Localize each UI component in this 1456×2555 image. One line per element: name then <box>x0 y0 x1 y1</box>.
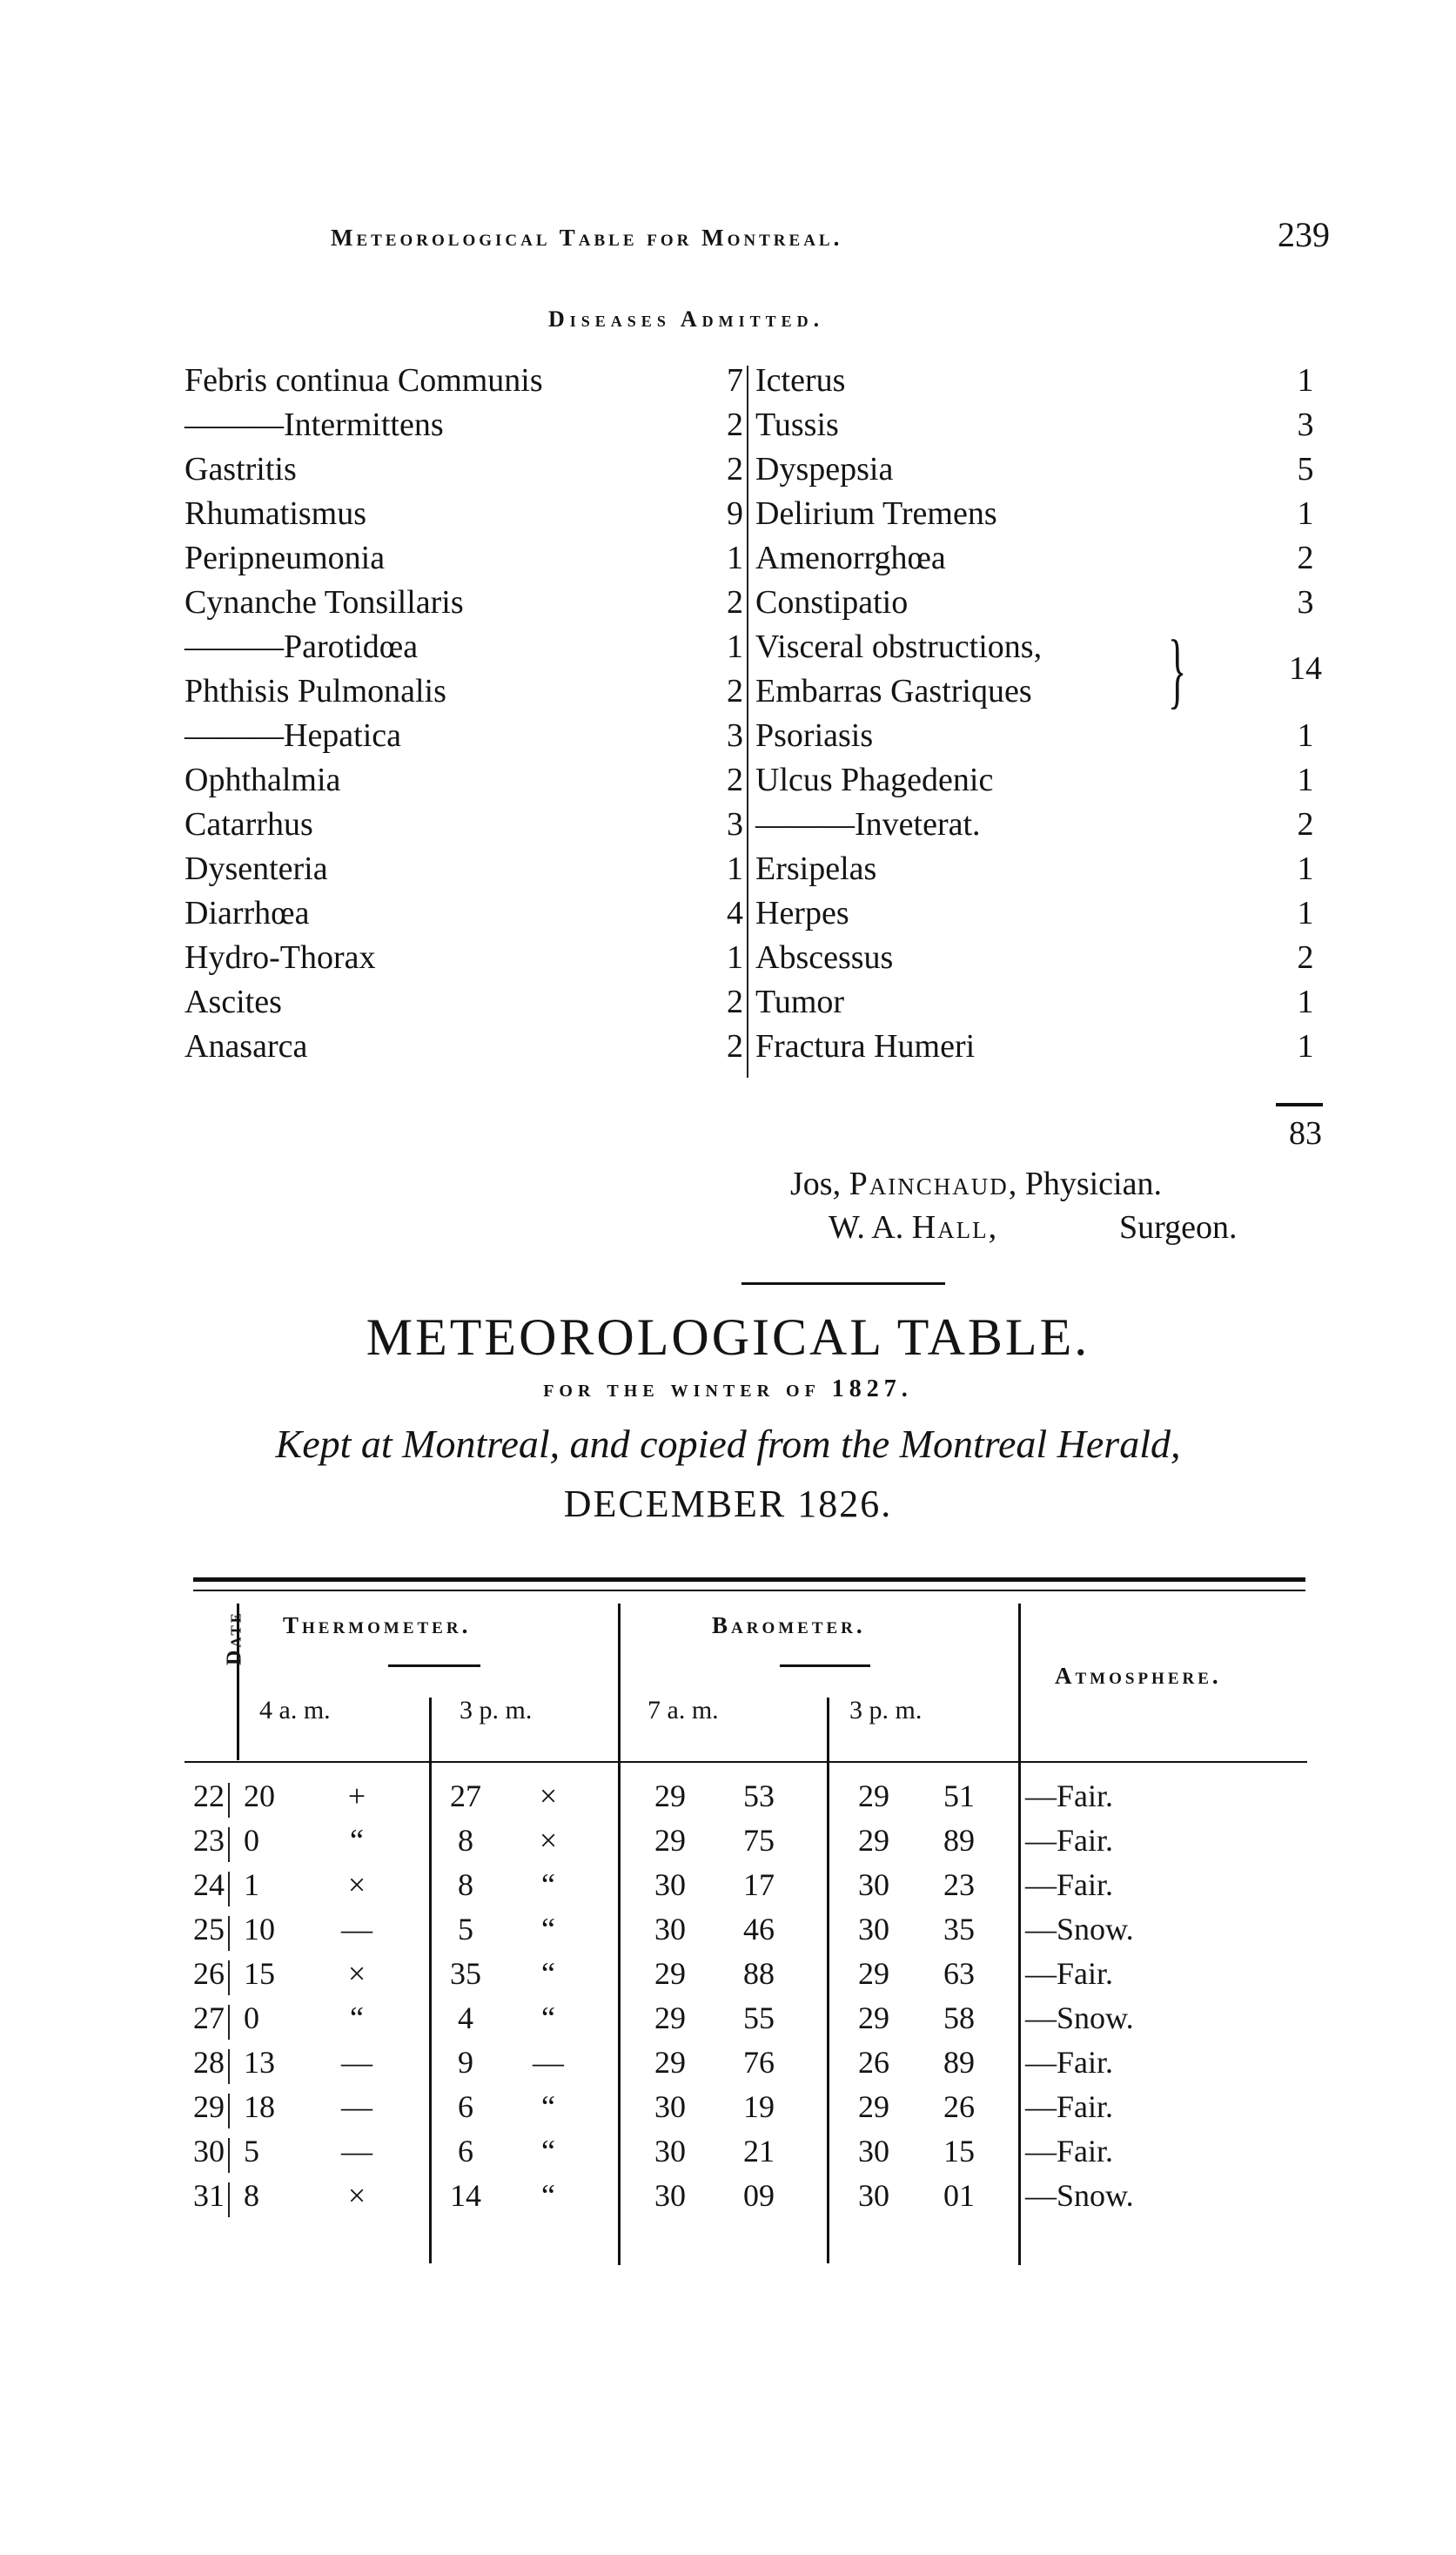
sig1-suffix: , Physician. <box>1008 1166 1162 1202</box>
cell-date: 22 <box>193 1778 225 1813</box>
cell-b-am: 29 <box>654 1778 686 1813</box>
total-rule <box>1276 1103 1323 1106</box>
cell-b-pm: 29 <box>858 1823 889 1858</box>
diseases-left-names <box>185 359 543 1069</box>
disease-name: ———Intermittens <box>185 407 444 443</box>
disease-name: Ascites <box>185 984 282 1020</box>
sig2-prefix: W. A. <box>829 1209 912 1246</box>
disease-count: 3 <box>1297 584 1314 621</box>
date-divider <box>228 2049 230 2084</box>
disease-count: 1 <box>1297 762 1314 798</box>
cell-m-pm: “ <box>541 2178 555 2213</box>
cell-b-pm2: 01 <box>943 2178 975 2213</box>
cell-t-am: 10 <box>244 1912 275 1947</box>
disease-name: Phthisis Pulmonalis <box>185 673 446 709</box>
met-table-body <box>0 1778 1456 2265</box>
disease-name: Dysenteria <box>185 851 328 887</box>
cell-t-pm: 8 <box>458 1867 473 1902</box>
disease-count: 1 <box>727 851 743 887</box>
cell-t-am: 0 <box>244 2000 259 2035</box>
disease-count: 1 <box>727 629 743 665</box>
disease-name: Herpes <box>755 895 849 931</box>
date-divider <box>228 1960 230 1995</box>
disease-name: Catarrhus <box>185 806 313 843</box>
cell-b-pm2: 63 <box>943 1956 975 1991</box>
header-thermo-pm: 3 p. m. <box>460 1696 533 1725</box>
disease-count: 1 <box>1297 1028 1314 1065</box>
cell-date: 31 <box>193 2178 225 2213</box>
disease-count: 1 <box>1297 895 1314 931</box>
cell-m-pm: “ <box>541 2134 555 2168</box>
met-table-title: METEOROLOGICAL TABLE. <box>366 1308 1090 1366</box>
cell-atm: —Snow. <box>1025 1912 1134 1947</box>
table-row <box>0 2088 1456 2132</box>
cell-b-am: 30 <box>654 1912 686 1947</box>
column-divider <box>747 366 748 1078</box>
table-row <box>0 1822 1456 1866</box>
disease-count: 1 <box>727 939 743 976</box>
disease-count: 2 <box>727 762 743 798</box>
disease-count: 1 <box>1297 495 1314 532</box>
section-separator <box>741 1282 945 1285</box>
cell-atm: —Fair. <box>1025 1956 1114 1991</box>
cell-b-am: 29 <box>654 1823 686 1858</box>
cell-b-am: 29 <box>654 2000 686 2035</box>
met-table-subtitle: for the winter of 1827. <box>543 1375 913 1402</box>
cell-atm: —Fair. <box>1025 2134 1114 2168</box>
header-baro-pm: 3 p. m. <box>849 1696 923 1725</box>
cell-m-am: “ <box>350 1823 364 1858</box>
disease-name: Psoriasis <box>755 717 874 754</box>
cell-m-am: + <box>347 1778 366 1813</box>
cell-b-pm2: 89 <box>943 1823 975 1858</box>
table-row <box>0 2044 1456 2088</box>
cell-b-pm2: 15 <box>943 2134 975 2168</box>
diseases-right-names <box>755 359 1042 1069</box>
diseases-title: Diseases Admitted. <box>548 306 825 332</box>
disease-name: Abscessus <box>755 939 894 976</box>
cell-atm: —Fair. <box>1025 2089 1114 2124</box>
cell-m-pm: “ <box>541 1956 555 1991</box>
cell-date: 24 <box>193 1867 225 1902</box>
date-divider <box>228 1827 230 1862</box>
cell-b-am2: 55 <box>743 2000 775 2035</box>
diseases-total: 83 <box>1289 1115 1322 1152</box>
date-divider <box>228 2182 230 2217</box>
cell-date: 28 <box>193 2045 225 2080</box>
cell-b-am2: 75 <box>743 1823 775 1858</box>
cell-m-am: × <box>347 1867 366 1902</box>
cell-b-pm2: 51 <box>943 1778 975 1813</box>
running-head: Meteorological Table for Montreal. <box>331 225 843 251</box>
cell-b-am2: 76 <box>743 2045 775 2080</box>
disease-count: 1 <box>1297 717 1314 754</box>
page-number: 239 <box>1278 215 1330 254</box>
date-divider <box>228 1783 230 1818</box>
disease-count: 5 <box>1297 451 1314 487</box>
cell-m-pm: × <box>539 1778 558 1813</box>
disease-name: Tumor <box>755 984 845 1020</box>
cell-t-am: 20 <box>244 1778 275 1813</box>
disease-count: 2 <box>727 673 743 709</box>
disease-name: Anasarca <box>185 1028 308 1065</box>
table-row <box>0 1866 1456 1910</box>
disease-count: 2 <box>727 984 743 1020</box>
disease-name: Febris continua Communis <box>185 362 543 399</box>
cell-b-am: 30 <box>654 1867 686 1902</box>
disease-count: 2 <box>1297 806 1314 843</box>
diseases-right-counts <box>1279 359 1332 1069</box>
disease-name: Visceral obstructions, <box>755 629 1043 665</box>
table-row <box>0 1955 1456 1999</box>
disease-name: Diarrhœa <box>185 895 310 931</box>
diseases-left-counts <box>717 359 743 1069</box>
cell-m-am: × <box>347 1956 366 1991</box>
cell-date: 29 <box>193 2089 225 2124</box>
disease-name: Constipatio <box>755 584 909 621</box>
disease-count: 2 <box>1297 540 1314 576</box>
cell-b-am2: 88 <box>743 1956 775 1991</box>
cell-m-pm: “ <box>541 2000 555 2035</box>
cell-atm: —Fair. <box>1025 1867 1114 1902</box>
disease-name: Ophthalmia <box>185 762 341 798</box>
date-divider <box>228 1872 230 1906</box>
header-atmosphere: Atmosphere. <box>1055 1663 1222 1689</box>
disease-name: Cynanche Tonsillaris <box>185 584 464 621</box>
disease-name: Icterus <box>755 362 846 399</box>
brace-icon: } <box>1168 623 1187 717</box>
cell-m-pm: — <box>533 2045 564 2080</box>
cell-atm: —Snow. <box>1025 2178 1134 2213</box>
cell-t-am: 1 <box>244 1867 259 1902</box>
cell-date: 30 <box>193 2134 225 2168</box>
cell-m-am: — <box>341 2045 372 2080</box>
cell-b-am2: 17 <box>743 1867 775 1902</box>
met-table-month: DECEMBER 1826. <box>563 1483 893 1525</box>
cell-b-pm: 30 <box>858 2178 889 2213</box>
cell-b-pm: 30 <box>858 1867 889 1902</box>
cell-b-am2: 19 <box>743 2089 775 2124</box>
signature-physician <box>790 1165 1162 1203</box>
cell-b-pm: 26 <box>858 2045 889 2080</box>
disease-name: ———Parotidœa <box>185 629 419 665</box>
disease-name: Embarras Gastriques <box>755 673 1032 709</box>
disease-name: Gastritis <box>185 451 297 487</box>
cell-atm: —Fair. <box>1025 2045 1114 2080</box>
cell-b-am: 29 <box>654 1956 686 1991</box>
cell-b-am2: 21 <box>743 2134 775 2168</box>
disease-count: 2 <box>727 1028 743 1065</box>
cell-t-pm: 5 <box>458 1912 473 1947</box>
thermo-sub-rule <box>388 1664 480 1667</box>
disease-name: Ersipelas <box>755 851 877 887</box>
sig1-prefix: Jos, <box>790 1166 849 1202</box>
cell-t-pm: 27 <box>450 1778 481 1813</box>
cell-b-am: 30 <box>654 2178 686 2213</box>
date-divider <box>228 2005 230 2040</box>
cell-atm: —Fair. <box>1025 1823 1114 1858</box>
cell-t-am: 15 <box>244 1956 275 1991</box>
signature-surgeon <box>829 1208 996 1247</box>
cell-b-pm: 30 <box>858 1912 889 1947</box>
date-divider <box>228 2094 230 2128</box>
cell-m-am: “ <box>350 2000 364 2035</box>
cell-t-am: 13 <box>244 2045 275 2080</box>
cell-date: 27 <box>193 2000 225 2035</box>
cell-t-pm: 4 <box>458 2000 473 2035</box>
table-row <box>0 2177 1456 2221</box>
cell-date: 25 <box>193 1912 225 1947</box>
baro-sub-rule <box>780 1664 870 1667</box>
date-divider <box>228 2138 230 2173</box>
disease-name: Fractura Humeri <box>755 1028 976 1065</box>
cell-m-pm: “ <box>541 1912 555 1947</box>
cell-t-pm: 9 <box>458 2045 473 2080</box>
date-divider <box>228 1916 230 1951</box>
table-row <box>0 2000 1456 2043</box>
cell-b-am: 30 <box>654 2089 686 2124</box>
table-row <box>0 1911 1456 1954</box>
sig2-suffix: , <box>988 1209 997 1246</box>
cell-m-pm: “ <box>541 1867 555 1902</box>
cell-t-am: 0 <box>244 1823 259 1858</box>
met-table-source: Kept at Montreal, and copied from the Montreal Herald, <box>275 1422 1181 1466</box>
cell-b-pm: 29 <box>858 2089 889 2124</box>
cell-m-am: × <box>347 2178 366 2213</box>
header-thermo-am: 4 a. m. <box>259 1696 331 1725</box>
table-top-rule <box>193 1577 1305 1582</box>
cell-t-pm: 14 <box>450 2178 481 2213</box>
cell-b-pm2: 58 <box>943 2000 975 2035</box>
table-row <box>0 2133 1456 2176</box>
cell-b-pm2: 26 <box>943 2089 975 2124</box>
disease-count: 2 <box>727 407 743 443</box>
disease-name: Hydro-Thorax <box>185 939 376 976</box>
cell-date: 26 <box>193 1956 225 1991</box>
disease-count: 7 <box>727 362 743 399</box>
header-thermometer: Thermometer. <box>283 1612 472 1638</box>
cell-t-am: 18 <box>244 2089 275 2124</box>
disease-count: 3 <box>727 717 743 754</box>
cell-m-am: — <box>341 2089 372 2124</box>
table-top-rule-thin <box>193 1590 1305 1591</box>
sig2-name: Hall <box>911 1209 989 1246</box>
cell-t-pm: 35 <box>450 1956 481 1991</box>
cell-m-pm: × <box>539 1823 558 1858</box>
cell-b-pm2: 23 <box>943 1867 975 1902</box>
cell-date: 23 <box>193 1823 225 1858</box>
cell-b-pm2: 35 <box>943 1912 975 1947</box>
disease-name: Tussis <box>755 407 839 443</box>
disease-count: 1 <box>1297 984 1314 1020</box>
cell-b-am2: 09 <box>743 2178 775 2213</box>
disease-count: 1 <box>1297 362 1314 399</box>
table-header-rule <box>185 1761 1307 1763</box>
disease-count: 1 <box>1297 851 1314 887</box>
header-barometer: Barometer. <box>712 1612 866 1638</box>
disease-count: 2 <box>727 451 743 487</box>
disease-name: Rhumatismus <box>185 495 367 532</box>
disease-count: 1 <box>727 540 743 576</box>
cell-t-pm: 8 <box>458 1823 473 1858</box>
sig1-name: Painchaud <box>849 1166 1009 1202</box>
disease-name: Amenorrghœa <box>755 540 946 576</box>
disease-name: Delirium Tremens <box>755 495 997 532</box>
cell-m-pm: “ <box>541 2089 555 2124</box>
disease-count: 3 <box>1297 407 1314 443</box>
disease-count: 2 <box>1297 939 1314 976</box>
header-baro-am: 7 a. m. <box>647 1696 719 1725</box>
disease-count: 3 <box>727 806 743 843</box>
disease-count: 14 <box>1289 650 1322 687</box>
disease-name: ———Inveterat. <box>755 806 981 843</box>
cell-m-am: — <box>341 1912 372 1947</box>
cell-b-pm: 29 <box>858 1956 889 1991</box>
header-date: Date <box>223 1610 246 1666</box>
cell-m-am: — <box>341 2134 372 2168</box>
disease-count: 2 <box>727 584 743 621</box>
disease-count: 4 <box>727 895 743 931</box>
cell-t-pm: 6 <box>458 2089 473 2124</box>
cell-b-am: 30 <box>654 2134 686 2168</box>
disease-name: Dyspepsia <box>755 451 894 487</box>
cell-atm: —Fair. <box>1025 1778 1114 1813</box>
cell-t-am: 5 <box>244 2134 259 2168</box>
signature-surgeon-role: Surgeon. <box>1119 1209 1238 1246</box>
table-row <box>0 1778 1456 1821</box>
cell-b-am: 29 <box>654 2045 686 2080</box>
cell-atm: —Snow. <box>1025 2000 1134 2035</box>
cell-b-pm2: 89 <box>943 2045 975 2080</box>
cell-b-am2: 46 <box>743 1912 775 1947</box>
disease-name: Ulcus Phagedenic <box>755 762 994 798</box>
disease-count: 9 <box>727 495 743 532</box>
cell-t-pm: 6 <box>458 2134 473 2168</box>
cell-t-am: 8 <box>244 2178 259 2213</box>
disease-name: Peripneumonia <box>185 540 386 576</box>
cell-b-pm: 29 <box>858 2000 889 2035</box>
disease-name: ———Hepatica <box>185 717 402 754</box>
cell-b-pm: 30 <box>858 2134 889 2168</box>
cell-b-am2: 53 <box>743 1778 775 1813</box>
cell-b-pm: 29 <box>858 1778 889 1813</box>
